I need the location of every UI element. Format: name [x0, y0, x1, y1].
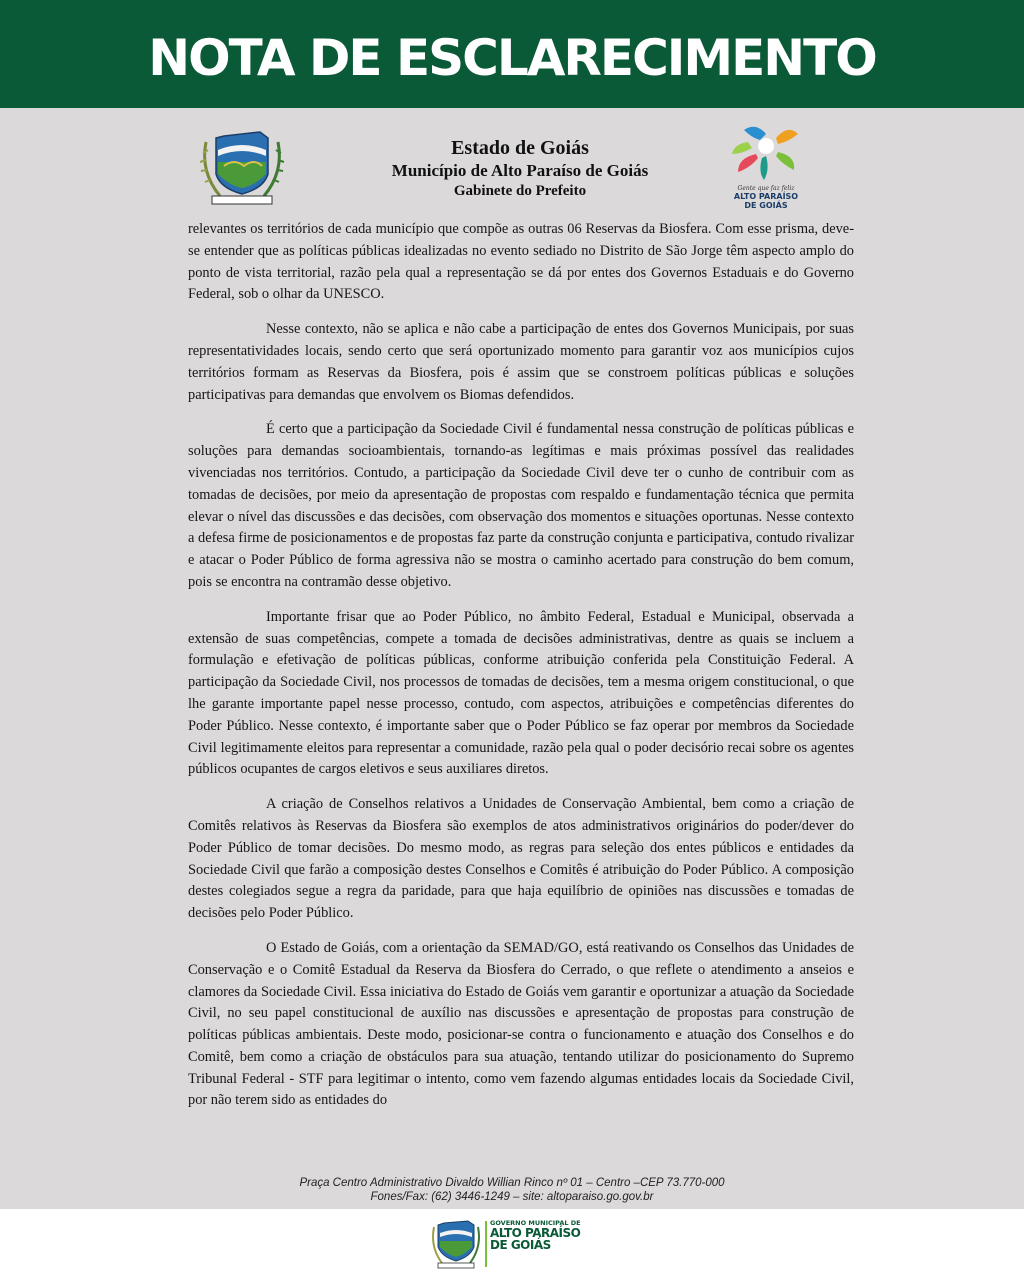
- paragraph: É certo que a participação da Sociedade Civil é fundamental nessa construção de políticas públicas e soluções para demandas socioambientais, tornando-as legítimas e mais próximas possível das realidades vivenciadas nos territórios. Contudo, a participação da Sociedade Civil deve ter o cunho de contribuir com as tomadas de decisões, por meio da apresentação de propostas com respaldo e fundamentação técnica que permita elevar o nível das discussões e das decisões, com observação dos momentos e situações oportunas. Nesse contexto a defesa firme de posicionamentos e de propostas faz parte da construção conjunta e participativa, contudo rivalizar e atacar o Poder Público de forma agressiva não se mostra o caminho acertado para construção do bem comum, pois se encontra na contramão desse objetivo.: [188, 421, 854, 590]
- letter-body: [188, 219, 854, 1125]
- page-title: NOTA DE ESCLARECIMENTO: [148, 29, 876, 87]
- svg-text:Gente que faz feliz: Gente que faz feliz: [737, 185, 795, 192]
- government-logo: [430, 1215, 590, 1275]
- title-banner: [0, 0, 1024, 108]
- paragraph: O Estado de Goiás, com a orientação da SEMAD/GO, está reativando os Conselhos das Unidades de Conservação e o Comitê Estadual da Reserva da Biosfera do Cerrado, o que reflete o atendimento a anseios e clamores da Sociedade Civil. Essa iniciativa do Estado de Goiás vem garantir e oportunizar a atuação da Sociedade Civil, no seu papel constitucional de auxílio nas discussões e apresentação de propostas para construção de políticas públicas ambientais. Deste modo, posicionar-se contra o funcionamento e atuação dos Conselhos e do Comitê, bem como a criação de obstáculos para sua atuação, tentando utilizar do posicionamento do Supremo Tribunal Federal - STF para legitimar o intento, como vem fazendo algumas entidades locais da Sociedade Civil, por não terem sido as entidades do: [188, 939, 854, 1109]
- footer-address: [0, 1176, 1024, 1204]
- logo-line-2: ALTO PARAÍSO: [490, 1226, 581, 1240]
- letterhead-state: Estado de Goiás: [451, 137, 589, 159]
- bottom-bar: [0, 1209, 1024, 1280]
- paragraph: Nesse contexto, não se aplica e não cabe a participação de entes dos Governos Municipais, por suas representatividades locais, sendo certo que será oportunizado momento para garantir voz aos municípios cujos territórios formam as Reservas da Biosfera, pois é assim que se constroem políticas públicas e soluções participativas para demandas que envolvem os Biomas defendidos.: [188, 321, 854, 403]
- letterhead-municipality: Município de Alto Paraíso de Goiás: [391, 161, 649, 180]
- letterhead: [330, 136, 710, 201]
- logo-line-1: GOVERNO MUNICIPAL DE: [490, 1219, 581, 1227]
- footer-address-line: Praça Centro Administrativo Divaldo Willian Rinco nº 01 – Centro –CEP 73.770-000: [299, 1177, 725, 1189]
- footer-contact-line: Fones/Fax: (62) 3446-1249 – site: altoparaiso.go.gov.br: [370, 1191, 654, 1203]
- logo-divider: [485, 1221, 487, 1267]
- municipal-crest-small-icon: [430, 1215, 482, 1271]
- paragraph: A criação de Conselhos relativos a Unidades de Conservação Ambiental, bem como a criação de Comitês relativos às Reservas da Biosfera são exemplos de atos administrativos originários do poder/dever do Poder Público de tomar decisões. Do mesmo modo, as regras para seleção dos entes públicos e entidades da Sociedade Civil que farão a composição destes Conselhos e Comitês é atribuição do Poder Público. A composição destes colegiados segue a regra da paridade, para que haja equilíbrio de opiniões nas discussões e tomadas de decisões pelo Poder Público.: [188, 796, 854, 922]
- logo-line-3: DE GOIÁS: [490, 1238, 551, 1252]
- letterhead-office: Gabinete do Prefeito: [453, 183, 587, 199]
- svg-text:DE GOIÁS: DE GOIÁS: [744, 201, 788, 210]
- city-brand-logo-icon: [726, 120, 806, 212]
- document-page: [0, 108, 1024, 1209]
- paragraph: Importante frisar que ao Poder Público, no âmbito Federal, Estadual e Municipal, observada a extensão de suas competências, compete a tomada de decisões administrativas, dentre as quais se incluem a formulação e efetivação de políticas públicas, conforme atribuição conferida pela Constituição Federal. A participação da Sociedade Civil, nos processos de tomadas de decisões, tem a mesma origem constitucional, o que lhe garante importante papel nesse processo, contudo, com aspectos, atribuições e competências diferentes do Poder Público. Nesse contexto, é importante saber que o Poder Público se faz operar por membros da Sociedade Civil legitimamente eleitos para representar a comunidade, razão pela qual o poder decisório recai sobre os agentes públicos ocupantes de cargos eletivos e seus auxiliares diretos.: [188, 608, 854, 778]
- svg-text:ALTO PARAÍSO: ALTO PARAÍSO: [733, 192, 799, 201]
- government-logo-text: [490, 1219, 590, 1251]
- paragraph: relevantes os territórios de cada município que compõe as outras 06 Reservas da Biosfera. Com esse prisma, deve-se entender que as políticas públicas idealizadas no evento sediado no Distrito de São Jorge têm aspecto amplo do ponto de vista territorial, razão pela qual a representação se dá por entes dos Governos Estaduais e do Governo Federal, sob o olhar da UNESCO.: [188, 221, 854, 303]
- municipal-crest-icon: [194, 122, 290, 212]
